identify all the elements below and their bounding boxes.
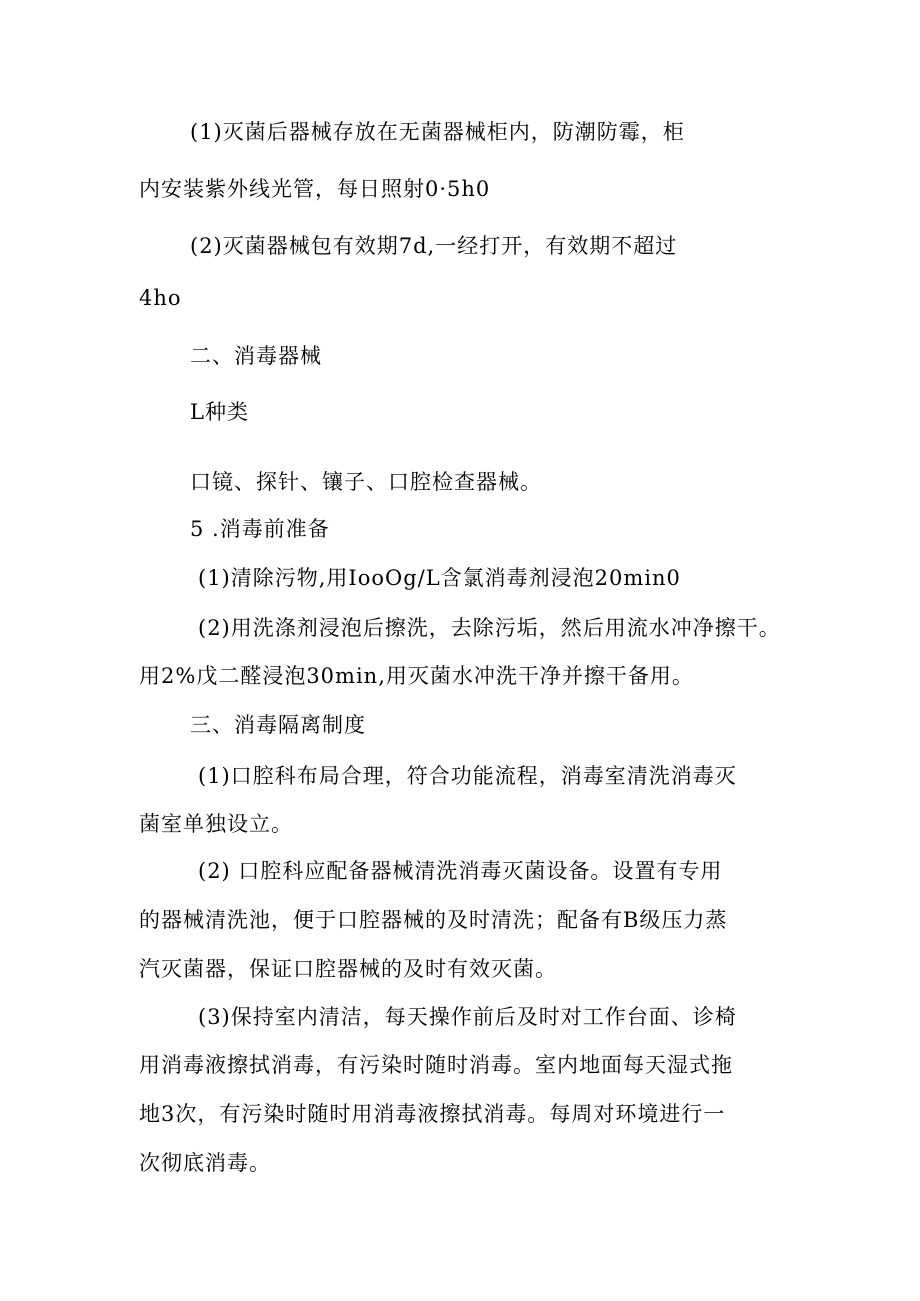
- text-line: (2)灭菌器械包有效期7d,一经打开，有效期不超过: [190, 234, 678, 258]
- text-line: 用2%戊二醛浸泡30min,用灭菌水冲洗干净并擦干备用。: [139, 664, 694, 688]
- text-line: 地3次，有污染时随时用消毒液擦拭消毒。每周对环境进行一: [139, 1102, 726, 1126]
- text-line: (1)灭菌后器械存放在无菌器械柜内，防潮防霉，柜: [190, 120, 685, 144]
- section-heading: 三、消毒隔离制度: [190, 713, 366, 737]
- text-line: 4ho: [139, 286, 182, 310]
- text-line: 菌室单独设立。: [139, 812, 293, 836]
- text-line: (2)用洗涤剂浸泡后擦洗，去除污垢，然后用流水冲净擦干。: [198, 616, 781, 640]
- text-line: 内安装紫外线光管，每日照射0·5h0: [139, 177, 491, 201]
- subsection-heading: 5 .消毒前准备: [190, 517, 330, 541]
- text-line: 次彻底消毒。: [139, 1151, 271, 1175]
- text-line: 的器械清洗池，便于口腔器械的及时清洗；配备有B级压力蒸: [139, 908, 728, 932]
- text-line: 汽灭菌器，保证口腔器械的及时有效灭菌。: [139, 957, 557, 981]
- text-line: (1)口腔科布局合理，符合功能流程，消毒室清洗消毒灭: [198, 764, 737, 788]
- text-line: (1)清除污物,用IooOg/L含氯消毒剂浸泡20min0: [198, 566, 681, 590]
- subsection-heading: L种类: [190, 400, 249, 424]
- text-line: (2) 口腔科应配备器械清洗消毒灭菌设备。设置有专用: [198, 859, 723, 883]
- text-line: (3)保持室内清洁，每天操作前后及时对工作台面、诊椅: [198, 1005, 737, 1029]
- section-heading: 二、消毒器械: [190, 344, 322, 368]
- text-line: 用消毒液擦拭消毒，有污染时随时消毒。室内地面每天湿式拖: [139, 1053, 733, 1077]
- text-line: 口镜、探针、镶子、口腔检查器械。: [190, 470, 542, 494]
